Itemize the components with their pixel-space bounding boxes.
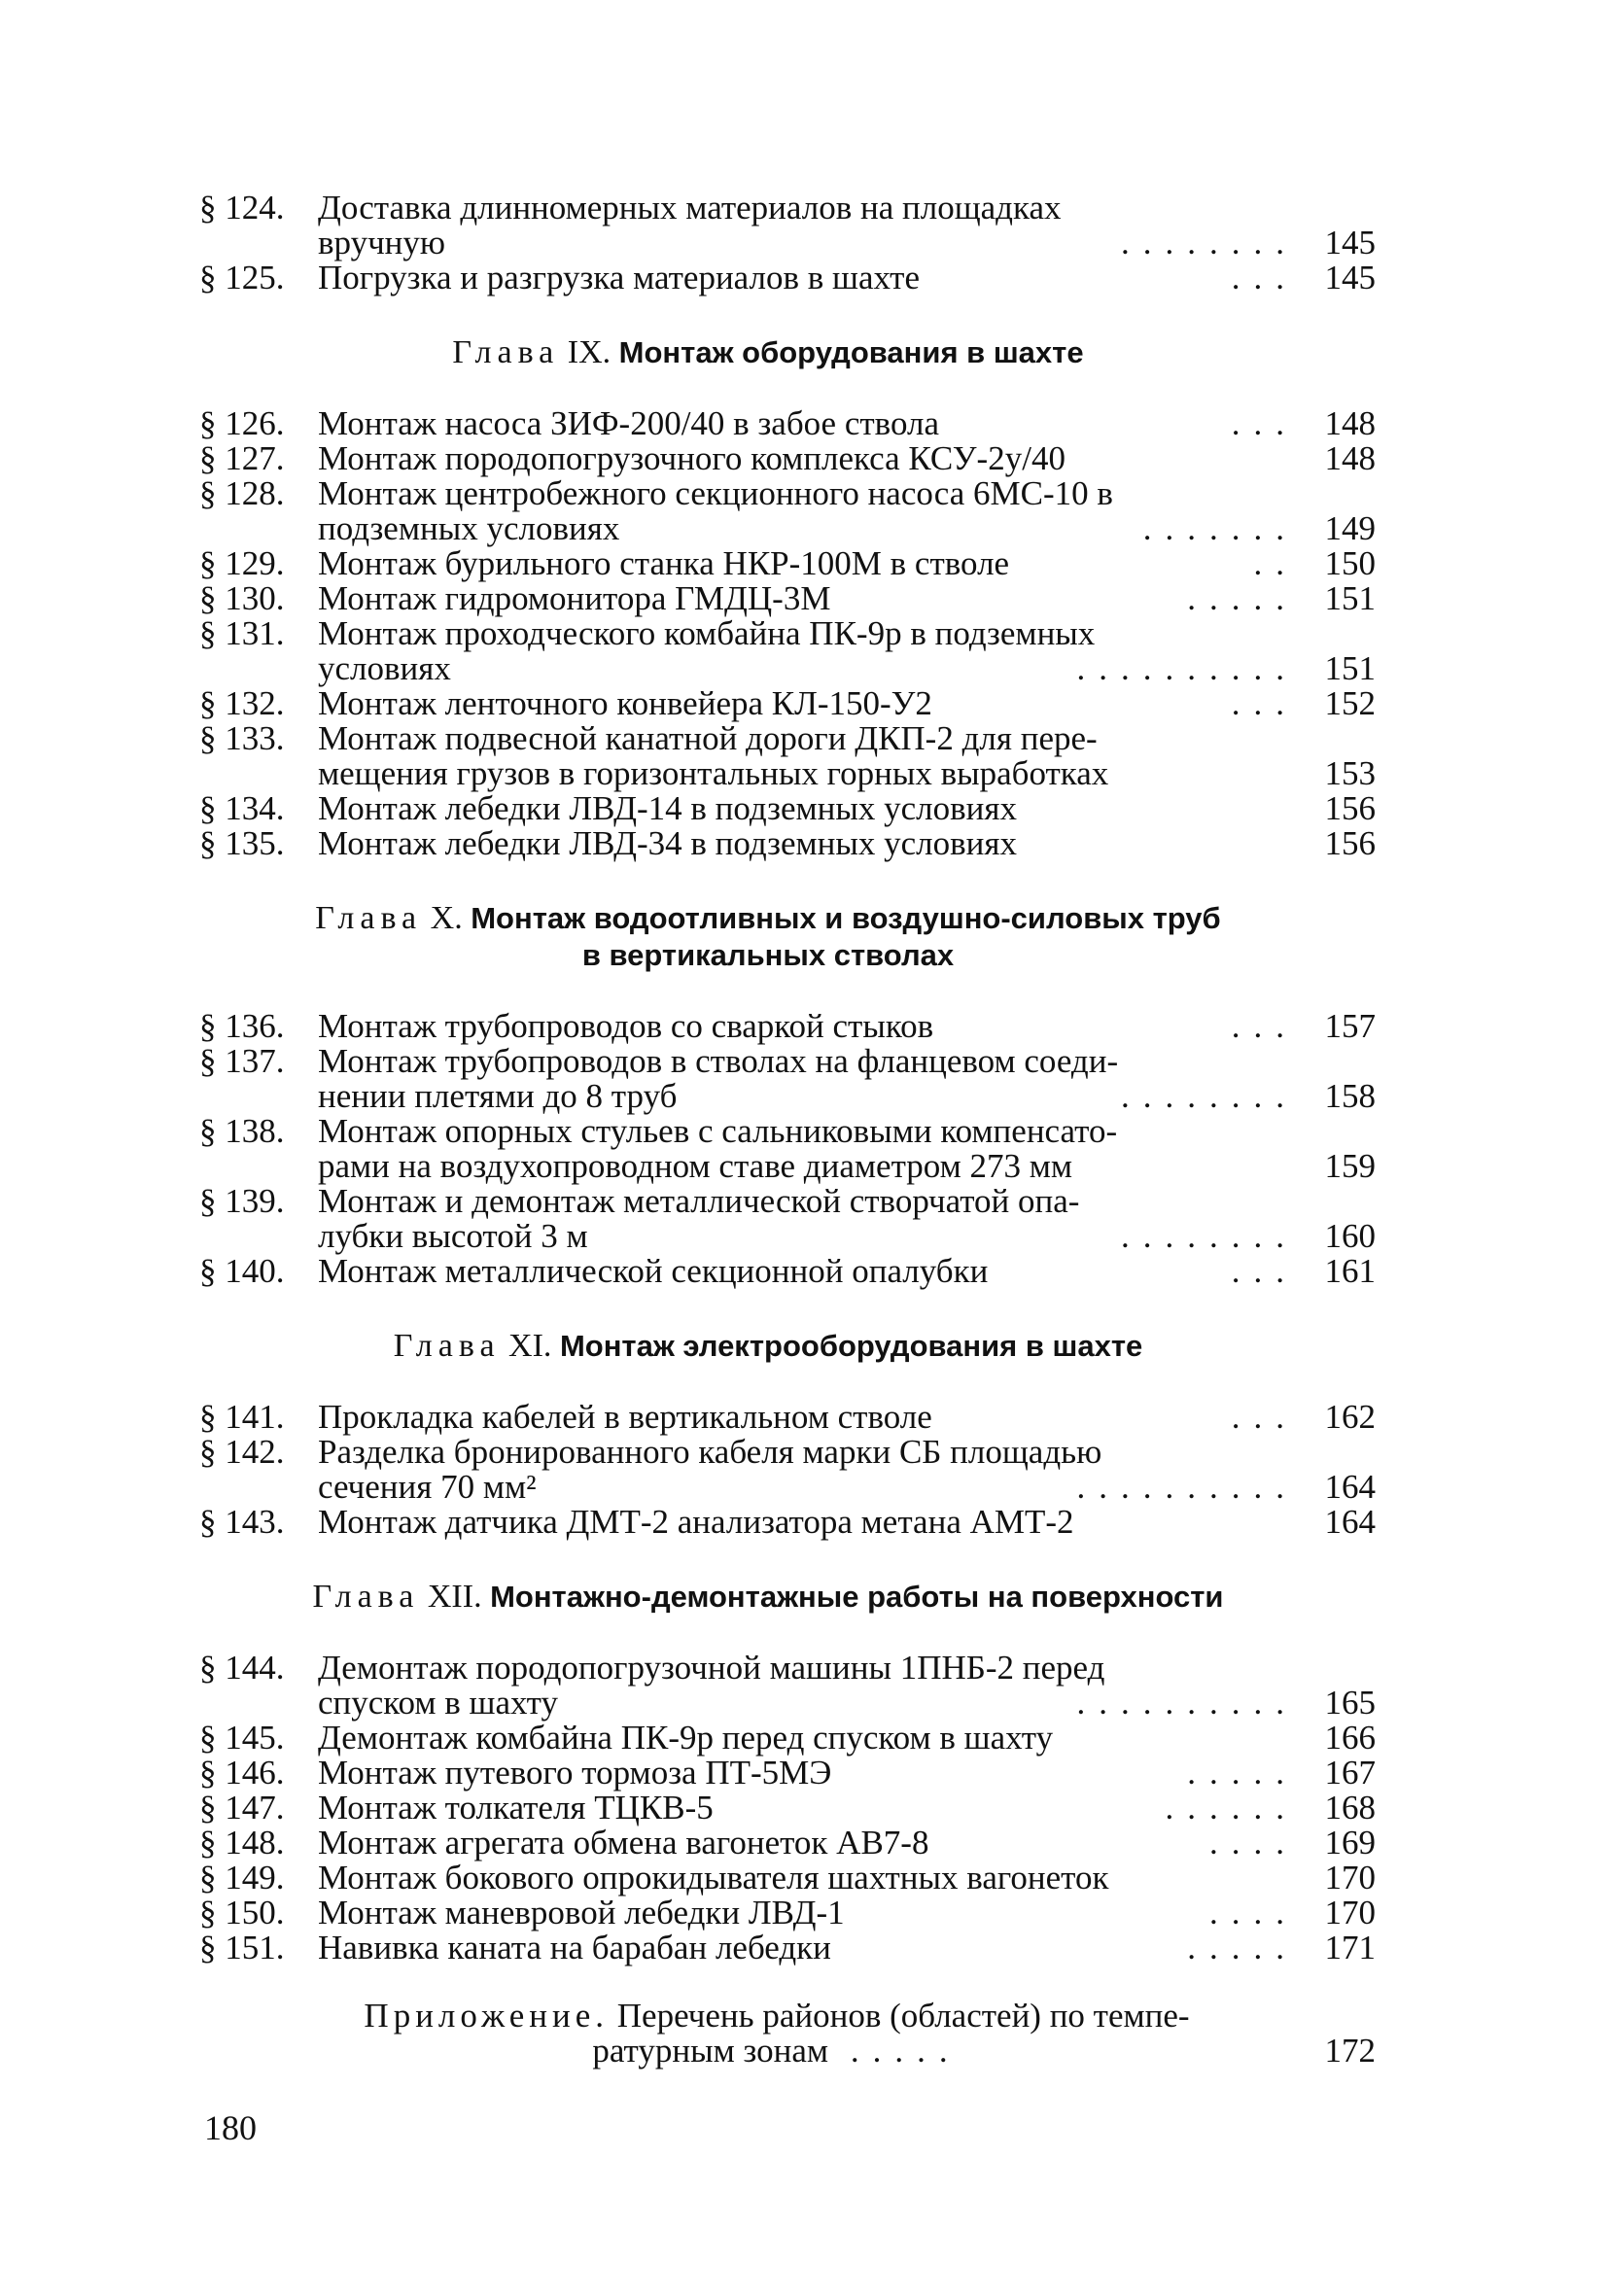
section-title [318, 191, 1298, 261]
section-title [318, 1896, 1298, 1931]
section-number: § 134. [199, 789, 285, 827]
page-reference: 164 [1324, 1468, 1376, 1506]
section-number: § 132. [199, 684, 285, 722]
toc-entry[interactable] [199, 1896, 1376, 1931]
section-title [318, 406, 1298, 441]
section-title-line [318, 1826, 1298, 1861]
appendix-label: Приложение. [364, 1997, 610, 2035]
leader-dots: ... [1231, 1252, 1298, 1290]
section-title-text: Монтаж маневровой лебедки ЛВД-1 [318, 1894, 845, 1931]
chapter-title: Монтаж водоотливных и воздушно-силовых труб [471, 901, 1221, 935]
chapter-title: Монтаж оборудования в шахте [618, 335, 1084, 369]
leader-dots: ........ [1121, 1077, 1298, 1115]
leader-dots: .......... [1076, 649, 1298, 687]
section-number: § 150. [199, 1894, 285, 1931]
section-title [318, 546, 1298, 581]
chapter-number: XI. [508, 1328, 552, 1364]
section-title-continuation [318, 1686, 1298, 1721]
section-number: § 136. [199, 1007, 285, 1045]
chapter-label: Глава [452, 334, 560, 370]
toc-entry[interactable] [199, 476, 1376, 546]
section-title-line [318, 1254, 1298, 1289]
leader-dots: .......... [1076, 1684, 1298, 1722]
section-title [318, 261, 1298, 296]
section-title-text: Монтаж агрегата обмена вагонеток АВ7-8 [318, 1824, 929, 1861]
section-number: § 143. [199, 1503, 285, 1541]
chapter-number: IX. [567, 334, 611, 370]
section-title-line: Разделка бронированного кабеля марки СБ площадью [318, 1433, 1102, 1471]
chapter-heading [199, 1328, 1376, 1365]
section-title-text: Монтаж ленточного конвейера КЛ-150-У2 [318, 684, 932, 722]
leader-dots: .... [1209, 1894, 1298, 1931]
section-title-text: Прокладка кабелей в вертикальном стволе [318, 1398, 932, 1436]
section-title-line [318, 686, 1298, 721]
page-reference: 172 [1324, 2032, 1376, 2070]
page-reference: 165 [1324, 1684, 1376, 1722]
leader-dots: ....... [1142, 509, 1298, 547]
page-reference: 162 [1324, 1398, 1376, 1436]
chapter-heading-line [199, 334, 1337, 371]
section-number: § 133. [199, 719, 285, 757]
section-number: § 130. [199, 579, 285, 617]
section-title-line: спуском в шахту [318, 1684, 558, 1722]
chapter-heading-line [199, 1328, 1337, 1365]
toc-entry[interactable] [199, 1505, 1376, 1540]
section-title [318, 1254, 1298, 1289]
page-reference: 151 [1324, 649, 1376, 687]
page-reference: 170 [1324, 1859, 1376, 1896]
section-title-line: Монтаж подвесной канатной дороги ДКП-2 для пере- [318, 719, 1098, 757]
toc-entry[interactable] [199, 261, 1376, 296]
section-title-line [318, 1400, 1298, 1435]
section-title-text: Монтаж насоса ЗИФ-200/40 в забое ствола [318, 404, 939, 442]
section-number: § 137. [199, 1042, 285, 1080]
section-title-line: Монтаж центробежного секционного насоса 6МС-10 в [318, 474, 1113, 512]
toc-entry[interactable] [199, 581, 1376, 616]
chapter-heading-line [199, 900, 1337, 937]
page-reference: 168 [1324, 1789, 1376, 1826]
appendix-title-continuation: ратурным зонам [592, 2032, 829, 2070]
chapter-title: Монтаж электрооборудования в шахте [559, 1329, 1143, 1363]
section-title [318, 1931, 1298, 1966]
chapter-heading [199, 900, 1376, 974]
leader-dots: ... [1231, 404, 1298, 442]
appendix-text [199, 1999, 1298, 2069]
section-title-continuation [318, 511, 1298, 546]
section-title-text: Монтаж металлической секционной опалубки [318, 1252, 989, 1290]
section-title-line: Монтаж лебедки ЛВД-34 в подземных условиях [318, 824, 1018, 862]
appendix-entry[interactable] [199, 1999, 1376, 2069]
section-number: § 124. [199, 189, 285, 226]
section-title-line: рами на воздухопроводном ставе диаметром 273 мм [318, 1147, 1073, 1185]
toc-entry[interactable] [199, 1826, 1376, 1861]
toc-entry[interactable] [199, 826, 1376, 861]
section-title-line [318, 1931, 1298, 1966]
page-reference: 156 [1324, 824, 1376, 862]
section-title [318, 476, 1298, 546]
section-number: § 149. [199, 1859, 285, 1896]
section-number: § 147. [199, 1789, 285, 1826]
toc-entry[interactable] [199, 1651, 1376, 1721]
page-reference: 145 [1324, 259, 1376, 296]
section-title [318, 1044, 1298, 1114]
section-number: § 141. [199, 1398, 285, 1436]
section-number: § 127. [199, 439, 285, 477]
page-reference: 156 [1324, 789, 1376, 827]
chapter-title: Монтажно-демонтажные работы на поверхности [490, 1580, 1224, 1614]
leader-dots: .. [1253, 544, 1298, 582]
leader-dots: .... [1209, 1824, 1298, 1861]
section-number: § 135. [199, 824, 285, 862]
section-number: § 145. [199, 1719, 285, 1757]
section-title-line: Монтаж лебедки ЛВД-14 в подземных условиях [318, 789, 1018, 827]
page-number: 180 [204, 2108, 257, 2147]
section-title [318, 1400, 1298, 1435]
section-title-text: Монтаж гидромонитора ГМДЦ-3М [318, 579, 831, 617]
leader-dots: .......... [1076, 1468, 1298, 1506]
section-title-line: вручную [318, 224, 446, 261]
section-number: § 126. [199, 404, 285, 442]
chapter-heading [199, 1579, 1376, 1616]
section-title [318, 1721, 1298, 1756]
section-title-text: Навивка каната на барабан лебедки [318, 1929, 831, 1966]
page-reference: 170 [1324, 1894, 1376, 1931]
toc-entry[interactable] [199, 1931, 1376, 1966]
section-title-line: сечения 70 мм² [318, 1468, 537, 1506]
page-reference: 160 [1324, 1217, 1376, 1255]
section-title-line [318, 1756, 1298, 1791]
section-title [318, 791, 1298, 826]
leader-dots: ..... [1187, 1929, 1298, 1966]
section-title-text: Монтаж путевого тормоза ПТ-5МЭ [318, 1754, 832, 1792]
section-title-line [318, 581, 1298, 616]
section-title-line: подземных условиях [318, 509, 620, 547]
section-title-continuation [318, 1079, 1298, 1114]
appendix-title: Перечень районов (областей) по темпе- [616, 1997, 1190, 2035]
section-title [318, 826, 1298, 861]
page-reference: 159 [1324, 1147, 1376, 1185]
leader-dots: ..... [1187, 579, 1298, 617]
section-title [318, 581, 1298, 616]
section-title-line: Монтаж трубопроводов в стволах на фланцевом соеди- [318, 1042, 1119, 1080]
chapter-heading-line [199, 1579, 1337, 1616]
toc-entry[interactable] [199, 1254, 1376, 1289]
section-title [318, 1009, 1298, 1044]
section-number: § 129. [199, 544, 285, 582]
leader-dots: ........ [1121, 1217, 1298, 1255]
section-title-continuation [318, 1149, 1298, 1184]
section-title [318, 616, 1298, 686]
toc-entry[interactable] [199, 1756, 1376, 1791]
section-title-text: Монтаж толкателя ТЦКВ-5 [318, 1789, 714, 1826]
leader-dots: ..... [1187, 1754, 1298, 1792]
toc-entry[interactable] [199, 1044, 1376, 1114]
chapter-heading [199, 334, 1376, 371]
toc-entry[interactable] [199, 1435, 1376, 1505]
section-title-line: Демонтаж породопогрузочной машины 1ПНБ-2 перед [318, 1649, 1105, 1687]
section-title-line: Монтаж датчика ДМТ-2 анализатора метана АМТ-2 [318, 1503, 1074, 1541]
section-title [318, 1114, 1298, 1184]
section-title-line [318, 546, 1298, 581]
section-number: § 139. [199, 1182, 285, 1220]
toc-entry[interactable] [199, 1721, 1376, 1756]
section-title-line: Монтаж породопогрузочного комплекса КСУ-2у/40 [318, 439, 1066, 477]
section-title-line: Монтаж проходческого комбайна ПК-9р в подземных [318, 614, 1096, 652]
section-title [318, 1435, 1298, 1505]
section-title-continuation [318, 1219, 1298, 1254]
leader-dots: ... [1231, 1007, 1298, 1045]
toc-entry[interactable] [199, 686, 1376, 721]
table-of-contents [199, 191, 1376, 2069]
section-title-line [318, 1009, 1298, 1044]
toc-entry[interactable] [199, 546, 1376, 581]
page-reference: 148 [1324, 439, 1376, 477]
chapter-label: Глава [312, 1579, 420, 1615]
toc-entry[interactable] [199, 616, 1376, 686]
section-title-continuation [318, 756, 1298, 791]
section-number: § 148. [199, 1824, 285, 1861]
page-reference: 158 [1324, 1077, 1376, 1115]
section-number: § 138. [199, 1112, 285, 1150]
section-title-line [318, 1896, 1298, 1931]
toc-entry[interactable] [199, 191, 1376, 261]
leader-dots: ... [1231, 259, 1298, 296]
toc-entry[interactable] [199, 1009, 1376, 1044]
section-title [318, 1791, 1298, 1826]
section-title-line: лубки высотой 3 м [318, 1217, 588, 1255]
section-title-text: Монтаж трубопроводов со сваркой стыков [318, 1007, 934, 1045]
leader-dots: ..... [828, 2032, 961, 2070]
leader-dots: ... [1231, 1398, 1298, 1436]
section-title-line: мещения грузов в горизонтальных горных выработках [318, 754, 1109, 792]
page-reference: 169 [1324, 1824, 1376, 1861]
section-title-line: Демонтаж комбайна ПК-9р перед спуском в шахту [318, 1719, 1054, 1757]
section-number: § 125. [199, 259, 285, 296]
section-number: § 140. [199, 1252, 285, 1290]
section-number: § 144. [199, 1649, 285, 1687]
leader-dots: ... [1231, 684, 1298, 722]
page-reference: 171 [1324, 1929, 1376, 1966]
leader-dots: ...... [1165, 1789, 1298, 1826]
toc-entry[interactable] [199, 1861, 1376, 1896]
section-title-line: Монтаж опорных стульев с сальниковыми компенсато- [318, 1112, 1118, 1150]
section-title [318, 441, 1298, 476]
page-reference: 167 [1324, 1754, 1376, 1792]
chapter-label: Глава [315, 900, 423, 936]
toc-entry[interactable] [199, 1400, 1376, 1435]
toc-entry[interactable] [199, 791, 1376, 826]
leader-dots [1282, 1149, 1298, 1184]
appendix-line [256, 2034, 1298, 2069]
page-reference: 145 [1324, 224, 1376, 261]
chapter-title-continuation: в вертикальных стволах [581, 938, 955, 972]
page-reference: 148 [1324, 404, 1376, 442]
page-reference: 150 [1324, 544, 1376, 582]
section-title-line: Монтаж бокового опрокидывателя шахтных вагонеток [318, 1859, 1109, 1896]
section-title [318, 1184, 1298, 1254]
page-reference: 164 [1324, 1503, 1376, 1541]
section-title-text: Погрузка и разгрузка материалов в шахте [318, 259, 920, 296]
toc-entry[interactable] [199, 1184, 1376, 1254]
section-title-line [318, 261, 1298, 296]
page-reference: 166 [1324, 1719, 1376, 1757]
section-title [318, 1505, 1298, 1540]
section-title-line: Монтаж и демонтаж металлической створчатой опа- [318, 1182, 1080, 1220]
section-title-continuation [318, 1470, 1298, 1505]
section-number: § 131. [199, 614, 285, 652]
page-reference: 157 [1324, 1007, 1376, 1045]
leader-dots: ........ [1121, 224, 1298, 261]
toc-entry[interactable] [199, 721, 1376, 791]
toc-entry[interactable] [199, 406, 1376, 441]
page-reference: 161 [1324, 1252, 1376, 1290]
toc-entry[interactable] [199, 1114, 1376, 1184]
page-reference: 153 [1324, 754, 1376, 792]
section-number: § 142. [199, 1433, 285, 1471]
chapter-number: X. [430, 900, 463, 936]
section-title-line: условиях [318, 649, 451, 687]
leader-dots [1282, 756, 1298, 791]
chapter-label: Глава [393, 1328, 501, 1364]
page-reference: 149 [1324, 509, 1376, 547]
section-title [318, 1861, 1298, 1896]
section-title-line [318, 1791, 1298, 1826]
appendix-line [256, 1999, 1298, 2034]
page-reference: 151 [1324, 579, 1376, 617]
section-title-line: нении плетями до 8 труб [318, 1077, 678, 1115]
section-title-continuation [318, 651, 1298, 686]
section-number: § 146. [199, 1754, 285, 1792]
page-reference: 152 [1324, 684, 1376, 722]
section-number: § 151. [199, 1929, 285, 1966]
section-title [318, 721, 1298, 791]
section-title-line [318, 406, 1298, 441]
section-title-line: Доставка длинномерных материалов на площадках [318, 189, 1062, 226]
section-title-text: Монтаж бурильного станка НКР-100М в стволе [318, 544, 1010, 582]
section-number: § 128. [199, 474, 285, 512]
section-title [318, 1756, 1298, 1791]
section-title [318, 1651, 1298, 1721]
toc-entry[interactable] [199, 441, 1376, 476]
section-title [318, 1826, 1298, 1861]
section-title-continuation [318, 226, 1298, 261]
chapter-number: XII. [427, 1579, 482, 1615]
toc-entry[interactable] [199, 1791, 1376, 1826]
section-title [318, 686, 1298, 721]
